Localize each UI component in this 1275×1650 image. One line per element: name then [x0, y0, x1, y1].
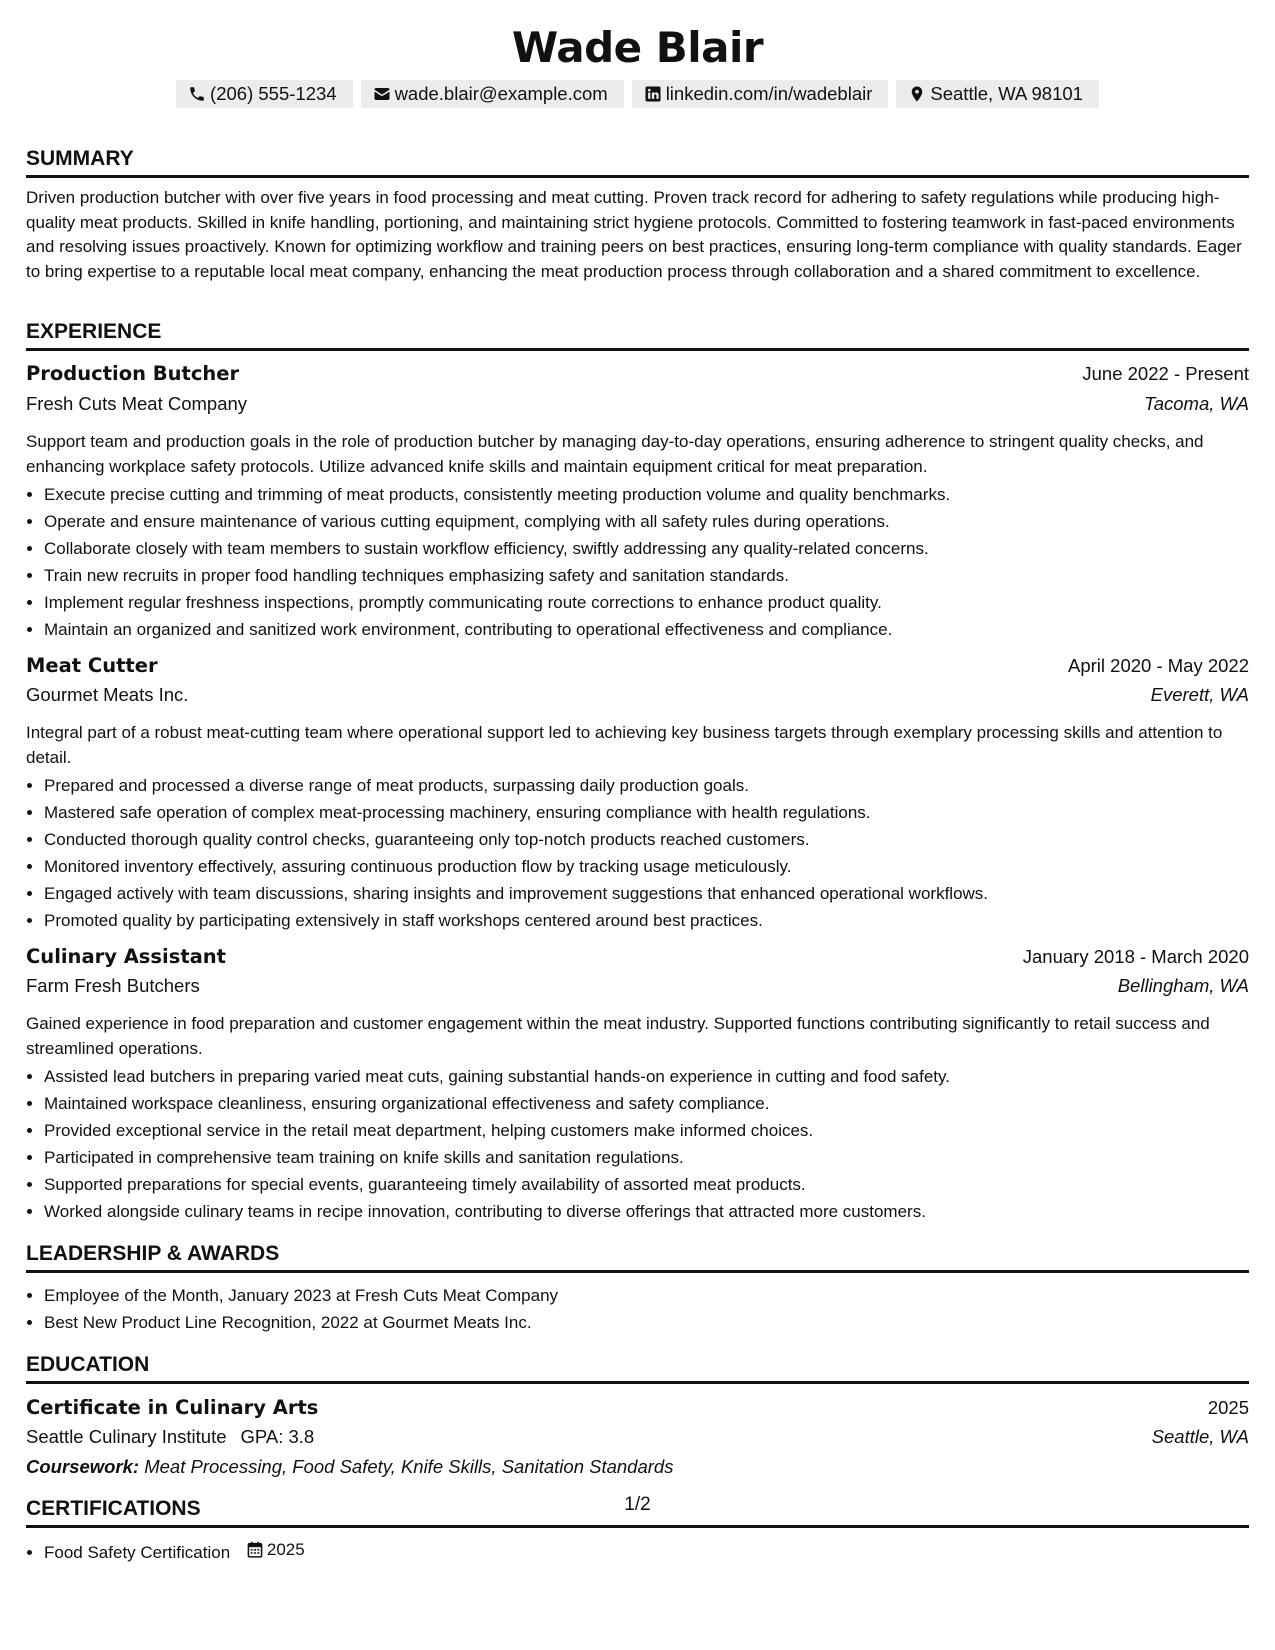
contact-location	[896, 80, 1099, 108]
school-line	[26, 1426, 314, 1448]
list-item: • Implement regular freshness inspections, promptly communicating route corrections to enhance product quality.	[44, 589, 1267, 616]
job-title: Meat Cutter	[26, 654, 158, 677]
list-item: • Maintain an organized and sanitized work environment, contributing to operational effectiveness and compliance.	[44, 616, 1267, 643]
certification-name: Food Safety Certification	[44, 1543, 231, 1562]
school-location: Seattle, WA	[1151, 1426, 1249, 1447]
envelope-icon	[373, 85, 391, 103]
certification-date	[247, 1536, 305, 1563]
list-item: • Provided exceptional service in the retail meat department, helping customers make informed choices.	[44, 1117, 1267, 1144]
list-item: • Collaborate closely with team members to sustain workflow efficiency, swiftly addressing any quality-related concerns.	[44, 535, 1267, 562]
list-item: • Mastered safe operation of complex meat-processing machinery, ensuring compliance with health regulations.	[44, 799, 1267, 826]
job-bullets	[26, 772, 1267, 934]
contact-phone[interactable]	[176, 80, 353, 108]
summary-text: Driven production butcher with over five years in food processing and meat cutting. Proven track record for adhering to safety regulations while producing high-quality meat products. Skilled in knife handling, portioning, and maintaining strict hygiene protocols. Committed to fostering teamwork in fast-paced environments and resolving issues proactively. Known for optimizing workflow and training peers on best practices, ensuring long-term compliance with quality standards. Eager to bring expertise to a reputable local meat company, enhancing the meat production process through collaboration and a shared commitment to excellence.	[26, 188, 1242, 281]
list-item: • Promoted quality by participating extensively in staff workshops centered around best practices.	[44, 907, 1267, 934]
job-dates: January 2018 - March 2020	[1022, 946, 1249, 967]
list-item	[44, 1536, 1267, 1566]
linkedin-text: linkedin.com/in/wadeblair	[665, 83, 873, 104]
job-description: Support team and production goals in the role of production butcher by managing day-to-day operations, ensuring adherence to stringent quality checks, and enhancing workplace safety protocols. Utilize advanced knife skills and maintain equipment critical for meat preparation.	[26, 432, 1204, 476]
contact-linkedin[interactable]	[632, 80, 889, 108]
job-description: Gained experience in food preparation and customer engagement within the meat industry. Supported functions contributing significantly to retail success and streamlined operations.	[26, 1014, 1210, 1058]
job-company: Farm Fresh Butchers	[26, 975, 200, 996]
linkedin-icon	[644, 85, 662, 103]
education-subheader	[26, 1426, 1249, 1448]
calendar-icon	[247, 1541, 263, 1558]
certifications-list	[26, 1536, 1267, 1566]
coursework-text: Meat Processing, Food Safety, Knife Skills, Sanitation Standards	[144, 1456, 674, 1477]
section-title-certifications: CERTIFICATIONS	[26, 1495, 1249, 1528]
degree: Certificate in Culinary Arts	[26, 1396, 319, 1419]
list-item: • Worked alongside culinary teams in recipe innovation, contributing to diverse offerings that attracted more customers.	[44, 1198, 1267, 1225]
job-location: Bellingham, WA	[1117, 975, 1249, 996]
list-item: • Execute precise cutting and trimming of meat products, consistently meeting production volume and quality benchmarks.	[44, 481, 1267, 508]
job-company: Fresh Cuts Meat Company	[26, 393, 248, 414]
list-item: • Train new recruits in proper food handling techniques emphasizing safety and sanitation standards.	[44, 562, 1267, 589]
list-item: • Operate and ensure maintenance of various cutting equipment, complying with all safety rules during operations.	[44, 508, 1267, 535]
list-item: • Engaged actively with team discussions, sharing insights and improvement suggestions that enhanced operational workflows.	[44, 880, 1267, 907]
job-subheader	[26, 393, 1249, 415]
job-bullets	[26, 481, 1267, 643]
list-item: • Best New Product Line Recognition, 2022 at Gourmet Meats Inc.	[44, 1309, 1267, 1336]
job-location: Tacoma, WA	[1144, 393, 1249, 414]
list-item: • Participated in comprehensive team training on knife skills and sanitation regulations.	[44, 1144, 1267, 1171]
job-subheader	[26, 975, 1249, 997]
job-company: Gourmet Meats Inc.	[26, 684, 189, 705]
job-title: Culinary Assistant	[26, 945, 226, 968]
list-item: • Assisted lead butchers in preparing varied meat cuts, gaining substantial hands-on experience in cutting and food safety.	[44, 1063, 1267, 1090]
job-header	[26, 945, 1249, 968]
leadership-list	[26, 1282, 1267, 1336]
job-header	[26, 362, 1249, 385]
contact-bar	[0, 80, 1275, 108]
job-title: Production Butcher	[26, 362, 240, 385]
certification-date-text: 2025	[266, 1540, 305, 1559]
list-item: • Monitored inventory effectively, assuring continuous production flow by tracking usage meticulously.	[44, 853, 1267, 880]
coursework	[26, 1456, 673, 1478]
education-header	[26, 1396, 1249, 1419]
section-title-experience: EXPERIENCE	[26, 318, 1249, 351]
gpa: GPA: 3.8	[240, 1426, 315, 1447]
candidate-name: Wade Blair	[511, 23, 764, 72]
list-item: • Employee of the Month, January 2023 at Fresh Cuts Meat Company	[44, 1282, 1267, 1309]
list-item: • Conducted thorough quality control checks, guaranteeing only top-notch products reached customers.	[44, 826, 1267, 853]
job-bullets	[26, 1063, 1267, 1225]
job-dates: June 2022 - Present	[1082, 363, 1249, 384]
education-year: 2025	[1207, 1397, 1249, 1418]
section-title-leadership: LEADERSHIP & AWARDS	[26, 1240, 1249, 1273]
map-pin-icon	[908, 85, 926, 103]
list-item: • Supported preparations for special events, guaranteeing timely availability of assorted meat products.	[44, 1171, 1267, 1198]
job-subheader	[26, 684, 1249, 706]
location-text: Seattle, WA 98101	[930, 83, 1083, 104]
list-item: • Prepared and processed a diverse range of meat products, surpassing daily production goals.	[44, 772, 1267, 799]
phone-text: (206) 555-1234	[210, 83, 337, 104]
job-dates: April 2020 - May 2022	[1068, 655, 1249, 676]
list-item: • Maintained workspace cleanliness, ensuring organizational effectiveness and safety compliance.	[44, 1090, 1267, 1117]
job-location: Everett, WA	[1150, 684, 1249, 705]
contact-email[interactable]	[361, 80, 624, 108]
phone-icon	[188, 85, 206, 103]
email-text: wade.blair@example.com	[394, 83, 608, 104]
coursework-label: Coursework:	[26, 1456, 140, 1477]
section-title-summary: SUMMARY	[26, 145, 1249, 178]
job-description: Integral part of a robust meat-cutting team where operational support led to achieving key business targets through exemplary processing skills and attention to detail.	[26, 723, 1223, 767]
page-number: 1/2	[624, 1494, 651, 1515]
job-header	[26, 654, 1249, 677]
section-title-education: EDUCATION	[26, 1351, 1249, 1384]
school-name: Seattle Culinary Institute	[26, 1426, 227, 1447]
